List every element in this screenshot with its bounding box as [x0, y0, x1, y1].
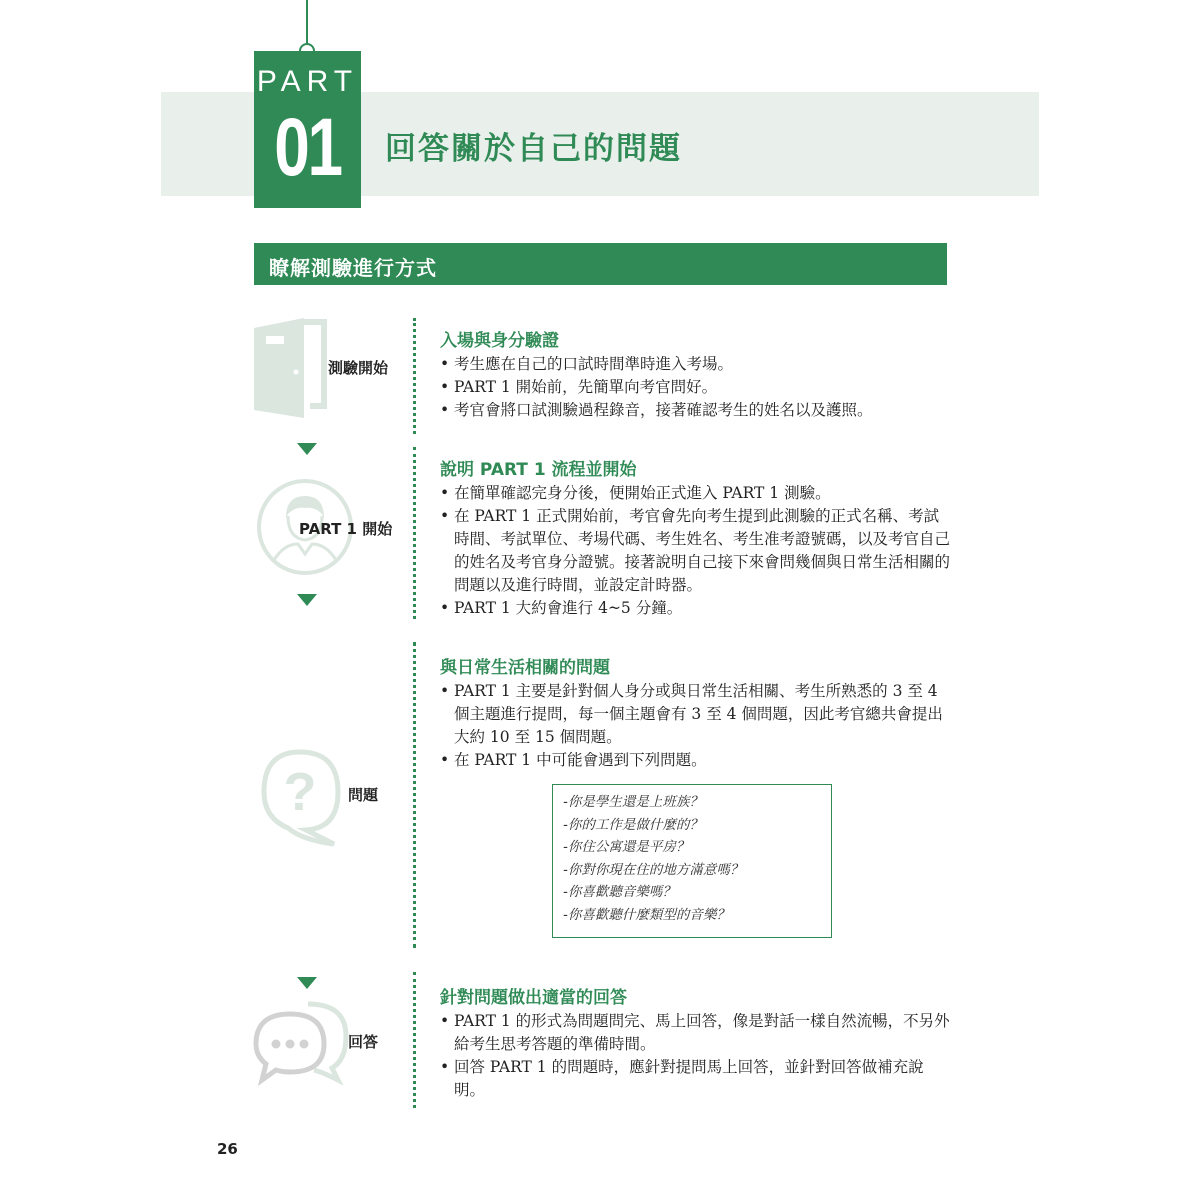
page-title: 回答關於自己的問題: [385, 131, 682, 167]
list-item: • PART 1 大約會進行 4~5 分鐘。: [440, 597, 950, 620]
divider-2: [413, 447, 416, 619]
door-icon: [252, 316, 330, 420]
part-number: 01: [274, 102, 341, 193]
step-label-part1: PART 1 開始: [299, 520, 393, 538]
bullet-list-questions: [440, 680, 950, 772]
list-item: • 在 PART 1 正式開始前，考官會先向考生提到此測驗的正式名稱、考試時間、考試單位、考場代碼、考生姓名、考生准考證號碼，以及考官自己的姓名及考官身分證號。接著說明自己接下來會問幾個與日常生活相關的問題以及進行時間，並設定計時器。: [440, 505, 950, 597]
list-item: • PART 1 開始前，先簡單向考官問好。: [440, 376, 950, 399]
block-title-part1: 說明 PART 1 流程並開始: [440, 460, 637, 480]
arrow-down-icon: [297, 594, 317, 606]
example-question: -你住公寓還是平房？: [563, 839, 690, 855]
example-question: -你的工作是做什麼的？: [563, 816, 703, 833]
example-question: -你是學生還是上班族？: [563, 794, 703, 810]
arrow-down-icon: [297, 443, 317, 455]
list-item: • 在 PART 1 中可能會遇到下列問題。: [440, 749, 950, 772]
page-number: 26: [217, 1140, 238, 1158]
list-item: • PART 1 的形式為問題問完、馬上回答，像是對話一樣自然流暢，不另外給考生思考答題的準備時間。: [440, 1010, 950, 1056]
list-item: • 考生應在自己的口試時間準時進入考場。: [440, 353, 950, 376]
bullet-list-part1: [440, 482, 950, 620]
question-bubble-icon: [258, 748, 344, 848]
section-bar: [254, 243, 947, 285]
list-item: • 在簡單確認完身分後，便開始正式進入 PART 1 測驗。: [440, 482, 950, 505]
tag-string: [306, 0, 308, 46]
chat-bubbles-icon: [252, 1000, 352, 1086]
step-label-question: 問題: [348, 786, 379, 804]
example-question: -你對你現在住的地方滿意嗎？: [563, 861, 744, 878]
part-label: PART: [256, 65, 359, 98]
bullet-list-entry: [440, 353, 950, 422]
block-title-entry: 入場與身分驗證: [440, 331, 559, 351]
list-item: • 考官會將口試測驗過程錄音，接著確認考生的姓名以及護照。: [440, 399, 950, 422]
list-item: • PART 1 主要是針對個人身分或與日常生活相關、考生所熟悉的 3 至 4 個主題進行提問，每一個主題會有 3 至 4 個問題，因此考官總共會提出大約 10 至 15 個問題。: [440, 680, 950, 749]
step-label-answer: 回答: [348, 1033, 379, 1051]
block-title-questions: 與日常生活相關的問題: [440, 658, 610, 678]
step-label-start: 測驗開始: [328, 359, 389, 377]
bullet-list-answer: [440, 1010, 950, 1102]
section-title: 瞭解測驗進行方式: [269, 256, 437, 280]
svg-text:?: ?: [283, 762, 317, 822]
part-tag: [254, 51, 361, 208]
example-questions-box: [552, 784, 832, 938]
list-item: • 回答 PART 1 的問題時，應針對提問馬上回答，並針對回答做補充說明。: [440, 1056, 950, 1102]
block-title-answer: 針對問題做出適當的回答: [440, 988, 627, 1008]
divider-4: [413, 972, 416, 1108]
divider-3: [413, 642, 416, 948]
divider-1: [413, 318, 416, 434]
arrow-down-icon: [297, 977, 317, 989]
example-question: -你喜歡聽什麼類型的音樂？: [563, 906, 730, 923]
example-question: -你喜歡聽音樂嗎？: [563, 884, 676, 900]
